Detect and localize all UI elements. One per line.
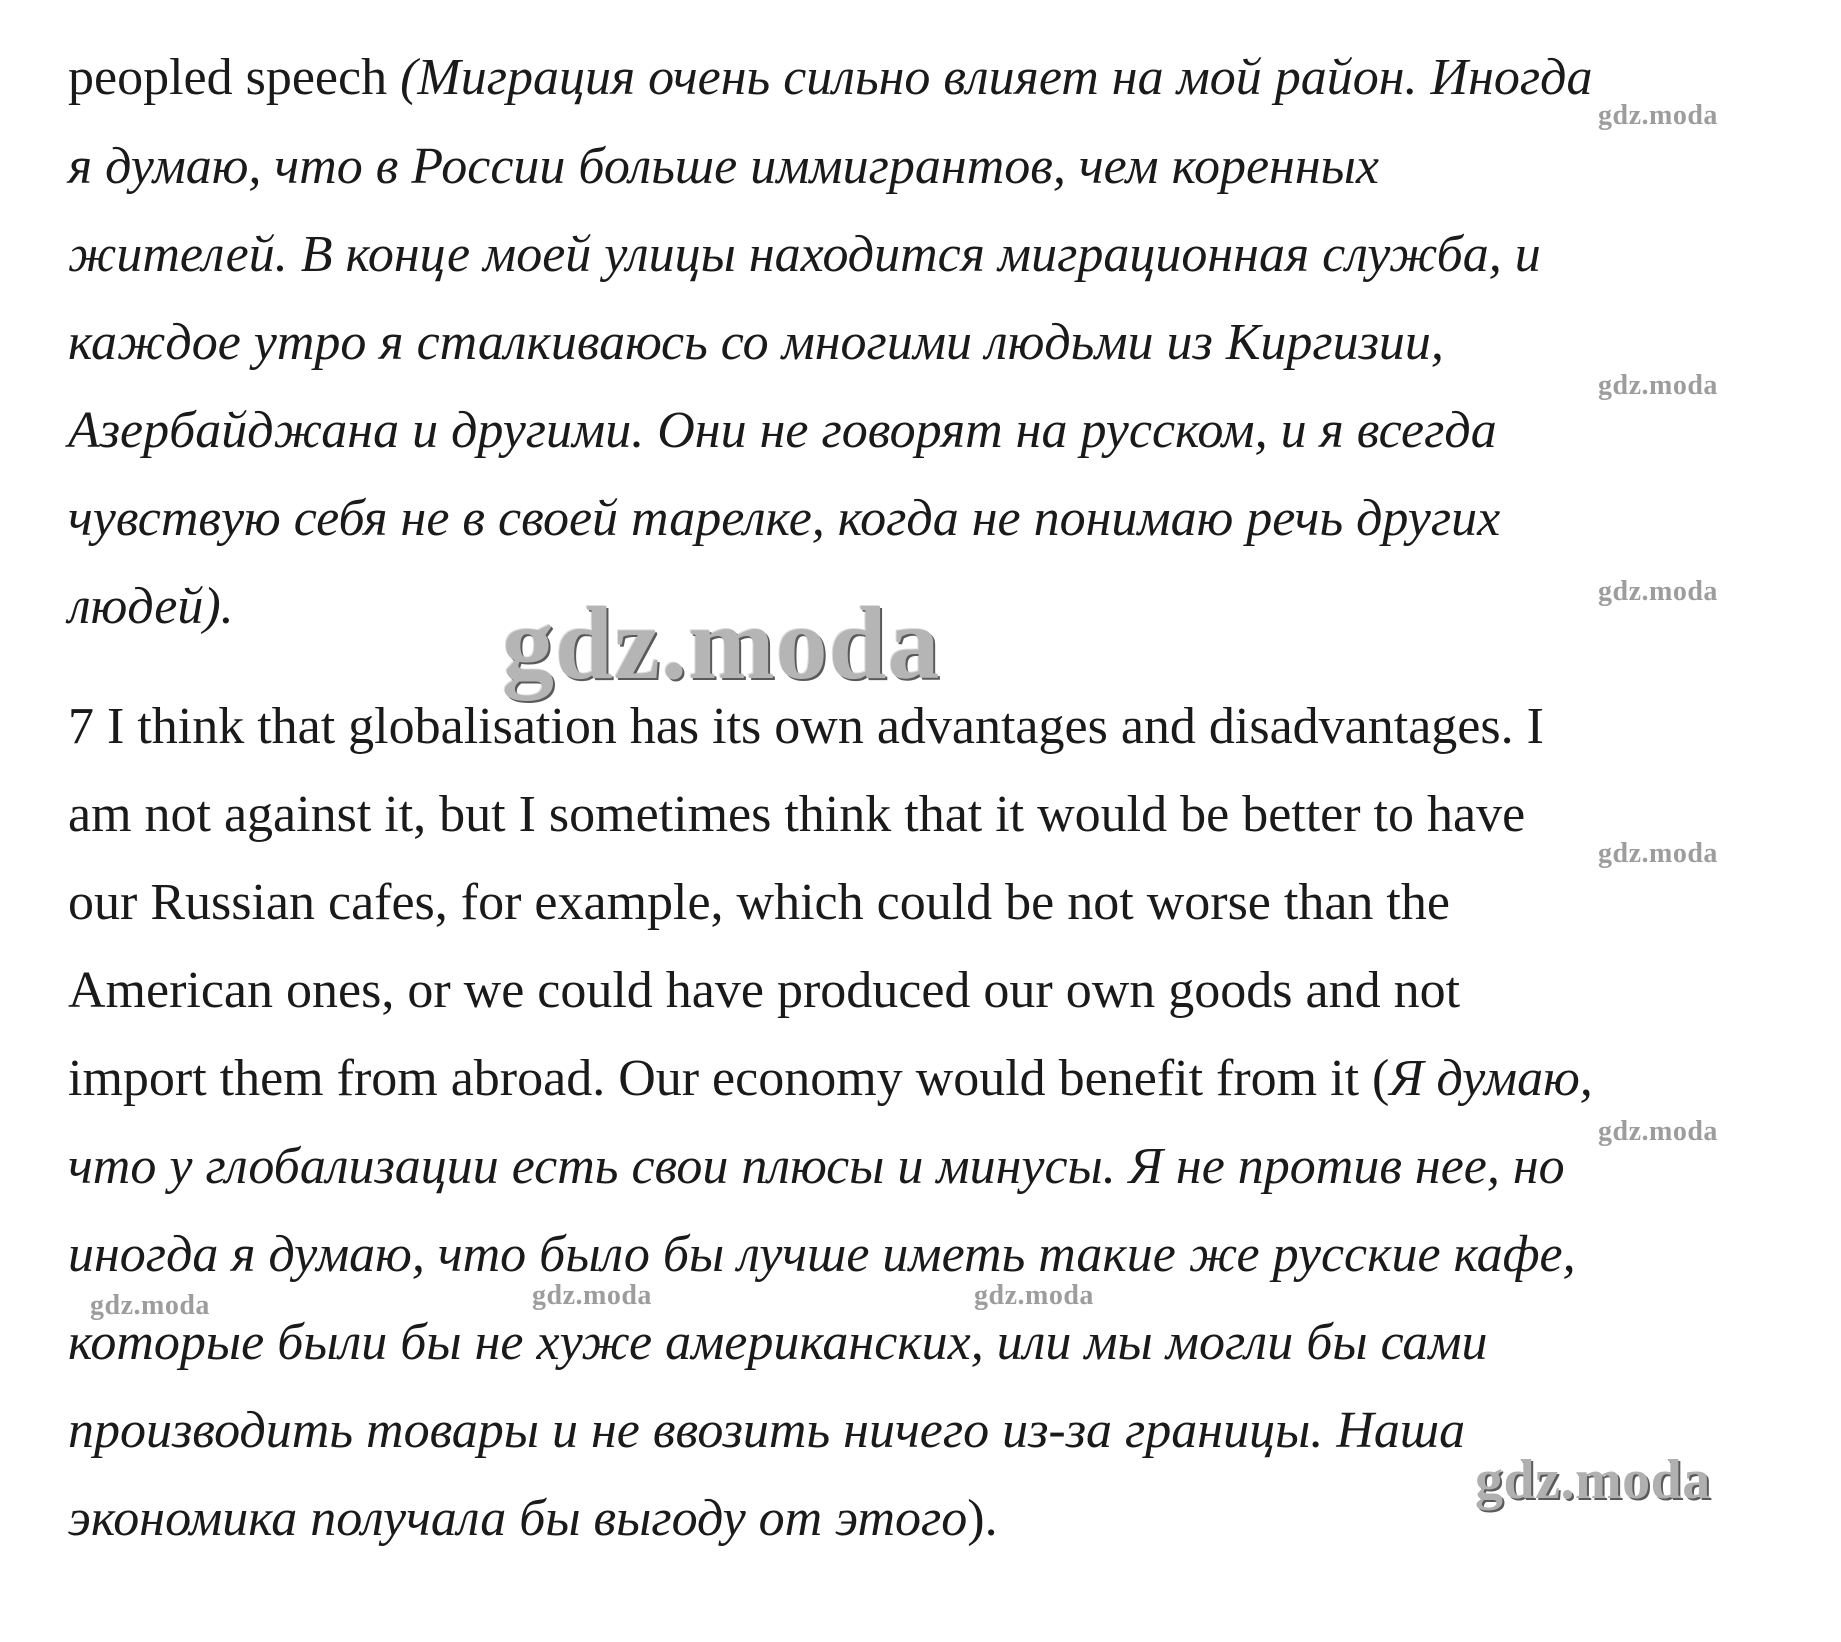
russian-translation: что у глобализации есть свои плюсы и минусы. Я не против нее, но [68,1138,1565,1195]
english-text: American ones, or we could have produced our own goods and not [68,962,1461,1019]
english-text: am not against it, but I sometimes think that it would be better to have [68,786,1526,843]
russian-translation: производить товары и не ввозить ничего из-за границы. Наша [68,1402,1466,1459]
russian-translation: иногда я думаю, что было бы лучше иметь такие же русские кафе, [68,1226,1576,1283]
russian-translation: я думаю, что в России больше иммигрантов, чем коренных [68,138,1379,195]
russian-translation: жителей. В конце моей улицы находится миграционная служба, и [68,226,1541,283]
text-line [68,48,1593,108]
text-line [68,697,1544,757]
watermark: gdz.moda [90,1290,210,1321]
english-text: import them from abroad. Our economy would benefit from it ( [68,1050,1390,1107]
text-line [68,401,1497,461]
watermark: gdz.moda [1598,100,1718,131]
english-text: our Russian cafes, for example, which could be not worse than the [68,874,1450,931]
text-line [68,1049,1593,1109]
text-line [68,225,1541,285]
watermark: gdz.moda [532,1280,652,1311]
russian-translation: экономика получала бы выгоду от этого [68,1490,968,1547]
watermark: gdz.moda [1475,1449,1711,1511]
watermark: gdz.moda [1598,838,1718,869]
text-line [68,313,1444,373]
watermark: gdz.moda [1598,576,1718,607]
english-text: peopled speech [68,49,401,106]
closing-punctuation: ). [967,1490,998,1547]
watermark: gdz.moda [974,1280,1094,1311]
text-line [68,785,1525,845]
text-line [68,1225,1576,1285]
russian-translation: (Миграция очень сильно влияет на мой район. Иногда [400,49,1593,106]
watermark: gdz.moda [1598,370,1718,401]
english-text: 7 I think that globalisation has its own advantages and disadvantages. I [68,698,1544,755]
text-line [68,137,1379,197]
watermark: gdz.moda [502,586,941,701]
russian-translation: чувствую себя не в своей тарелке, когда не понимаю речь других [68,490,1501,547]
text-line [68,1137,1565,1197]
russian-translation: Азербайджана и другими. Они не говорят на русском, и я всегда [68,402,1497,459]
text-line [68,873,1450,933]
russian-translation: людей). [68,578,234,635]
russian-translation: которые были бы не хуже американских, или мы могли бы сами [68,1314,1488,1371]
text-line [68,1401,1465,1461]
russian-translation: Я думаю, [1389,1050,1593,1107]
watermark: gdz.moda [1598,1116,1718,1147]
text-line [68,1313,1488,1373]
text-line [68,961,1460,1021]
text-line [68,1489,998,1549]
russian-translation: каждое утро я сталкиваюсь со многими людьми из Киргизии, [68,314,1444,371]
text-line [68,577,234,637]
text-line [68,489,1500,549]
